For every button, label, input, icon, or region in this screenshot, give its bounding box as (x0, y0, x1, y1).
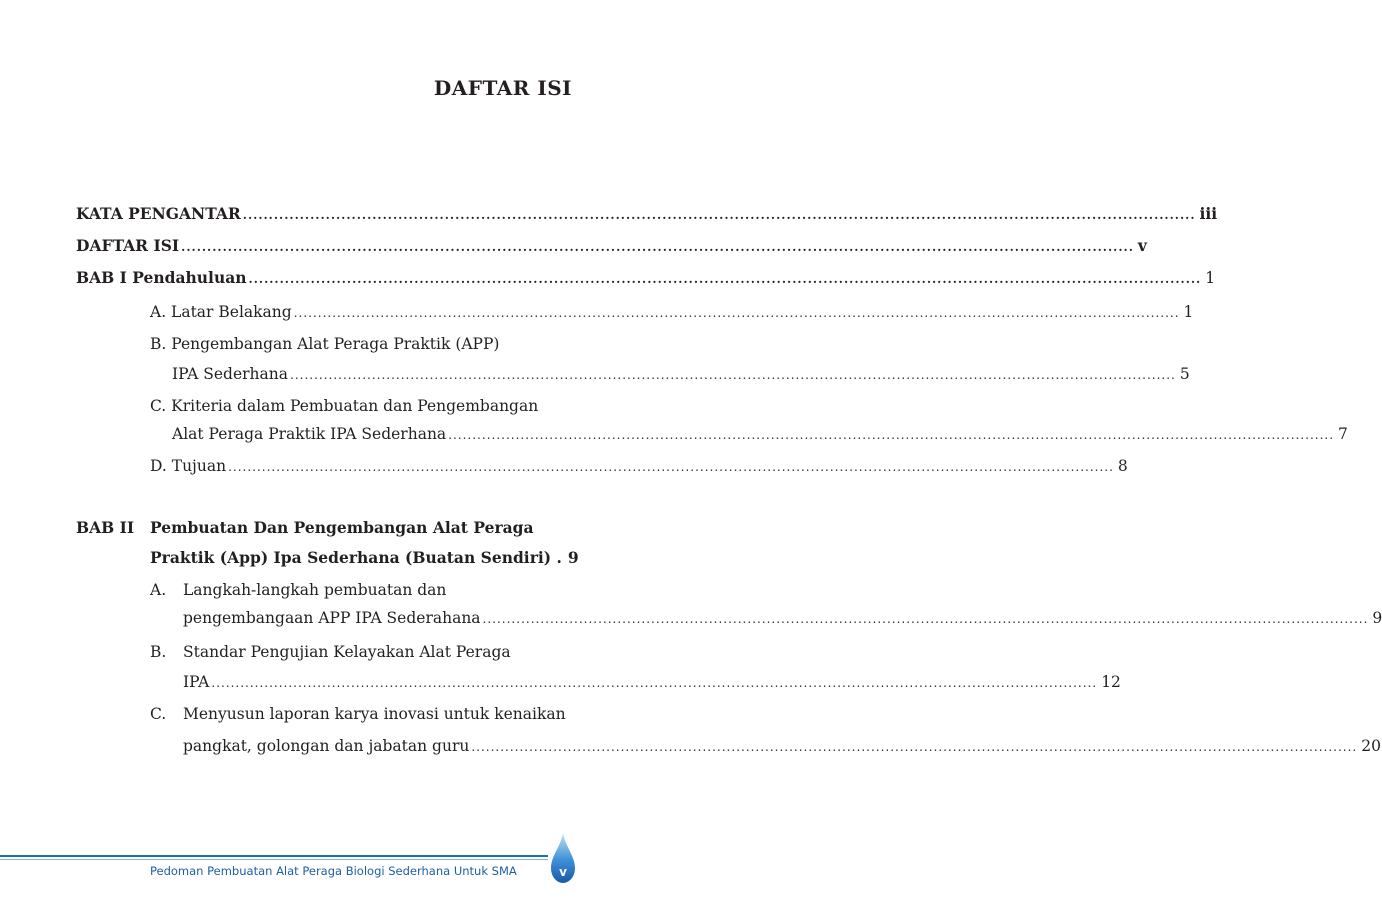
toc-entry-title: IPA (183, 673, 210, 691)
dot-leader: ........................................................................................................................................................................................ (448, 428, 1335, 442)
toc-entry-bab-1-b-line-1[interactable]: B. Pengembangan Alat Peraga Praktik (APP) (150, 335, 500, 353)
toc-entry-title: DAFTAR ISI (76, 236, 180, 255)
toc-page-number: 9 (1372, 609, 1382, 627)
toc-chapter-label-bab-2: BAB II (76, 518, 135, 537)
toc-entry-bab-1-c[interactable] (172, 424, 1348, 445)
toc-entry-letter: C. (150, 705, 167, 723)
dot-leader: ........................................................................................................................................................................................ (181, 240, 1134, 254)
toc-entry-title: D. Tujuan (150, 457, 227, 475)
dot-leader: ........................................................................................................................................................................................ (248, 272, 1202, 286)
toc-entry-title: A. Latar Belakang (150, 303, 292, 321)
footer-title: Pedoman Pembuatan Alat Peraga Biologi Sederhana Untuk SMA (150, 864, 517, 878)
toc-page-number: 12 (1101, 673, 1121, 691)
footer-page-number: v (559, 865, 567, 879)
toc-entry-title: BAB I Pendahuluan (76, 268, 247, 287)
toc-page-number: 5 (1179, 365, 1190, 383)
toc-entry-bab-2-c[interactable] (183, 736, 1381, 757)
footer-rule (0, 855, 548, 857)
dot-leader: ........................................................................................................................................................................................ (290, 368, 1176, 382)
toc-page-number: 1 (1183, 303, 1194, 321)
toc-entry-title: pangkat, golongan dan jabatan guru (183, 737, 470, 755)
dot-leader: ........................................................................................................................................................................................ (471, 740, 1358, 754)
toc-entry-bab-1-b[interactable] (172, 364, 1190, 385)
toc-entry-bab-2-a[interactable] (183, 608, 1382, 629)
toc-entry-bab-1[interactable] (76, 268, 1216, 289)
toc-entry-bab-2-line-1[interactable]: Pembuatan Dan Pengembangan Alat Peraga (150, 518, 534, 537)
toc-page-number: 7 (1338, 425, 1348, 443)
page-title: DAFTAR ISI (433, 76, 572, 100)
dot-leader: ........................................................................................................................................................................................ (228, 460, 1114, 474)
toc-entry-bab-1-c-line-1[interactable]: C. Kriteria dalam Pembuatan dan Pengembangan (150, 397, 539, 415)
toc-entry-bab-1-d[interactable] (150, 456, 1128, 477)
toc-entry-title: pengembangaan APP IPA Sederahana (183, 609, 481, 627)
toc-page-number: iii (1199, 204, 1218, 223)
toc-entry-bab-2-c-line-1[interactable]: Menyusun laporan karya inovasi untuk kenaikan (183, 705, 566, 723)
toc-entry-bab-2-a-line-1[interactable]: Langkah-langkah pembuatan dan (183, 581, 447, 599)
toc-page-number: v (1137, 236, 1147, 255)
toc-entry-title: KATA PENGANTAR (76, 204, 241, 223)
dot-leader: ........................................................................................................................................................................................ (242, 208, 1196, 222)
toc-entry-bab-2-b-line-1[interactable]: Standar Pengujian Kelayakan Alat Peraga (183, 643, 511, 661)
toc-entry-letter: B. (150, 643, 167, 661)
toc-entry-bab-2-b[interactable] (183, 672, 1121, 693)
toc-entry-bab-1-a[interactable] (150, 302, 1194, 323)
toc-page-number: 1 (1205, 269, 1216, 287)
toc-entry-kata-pengantar[interactable] (76, 204, 1218, 225)
footer-rule-thin (0, 859, 548, 860)
toc-entry-daftar-isi[interactable] (76, 236, 1147, 257)
toc-entry-title: Alat Peraga Praktik IPA Sederhana (172, 425, 447, 443)
toc-entry-bab-2[interactable] (150, 548, 579, 568)
dot-leader: ........................................................................................................................................................................................ (293, 306, 1180, 320)
toc-page-number: 8 (1117, 457, 1128, 475)
toc-page-number: 9 (567, 548, 579, 567)
dot-leader: ........................................................................................................................................................................................ (482, 612, 1369, 626)
toc-page-number: 20 (1361, 737, 1381, 755)
toc-entry-letter: A. (150, 581, 167, 599)
toc-entry-title: IPA Sederhana (172, 365, 288, 383)
toc-entry-title: Praktik (App) Ipa Sederhana (Buatan Sendiri) . (150, 548, 562, 567)
dot-leader: ........................................................................................................................................................................................ (211, 676, 1098, 690)
